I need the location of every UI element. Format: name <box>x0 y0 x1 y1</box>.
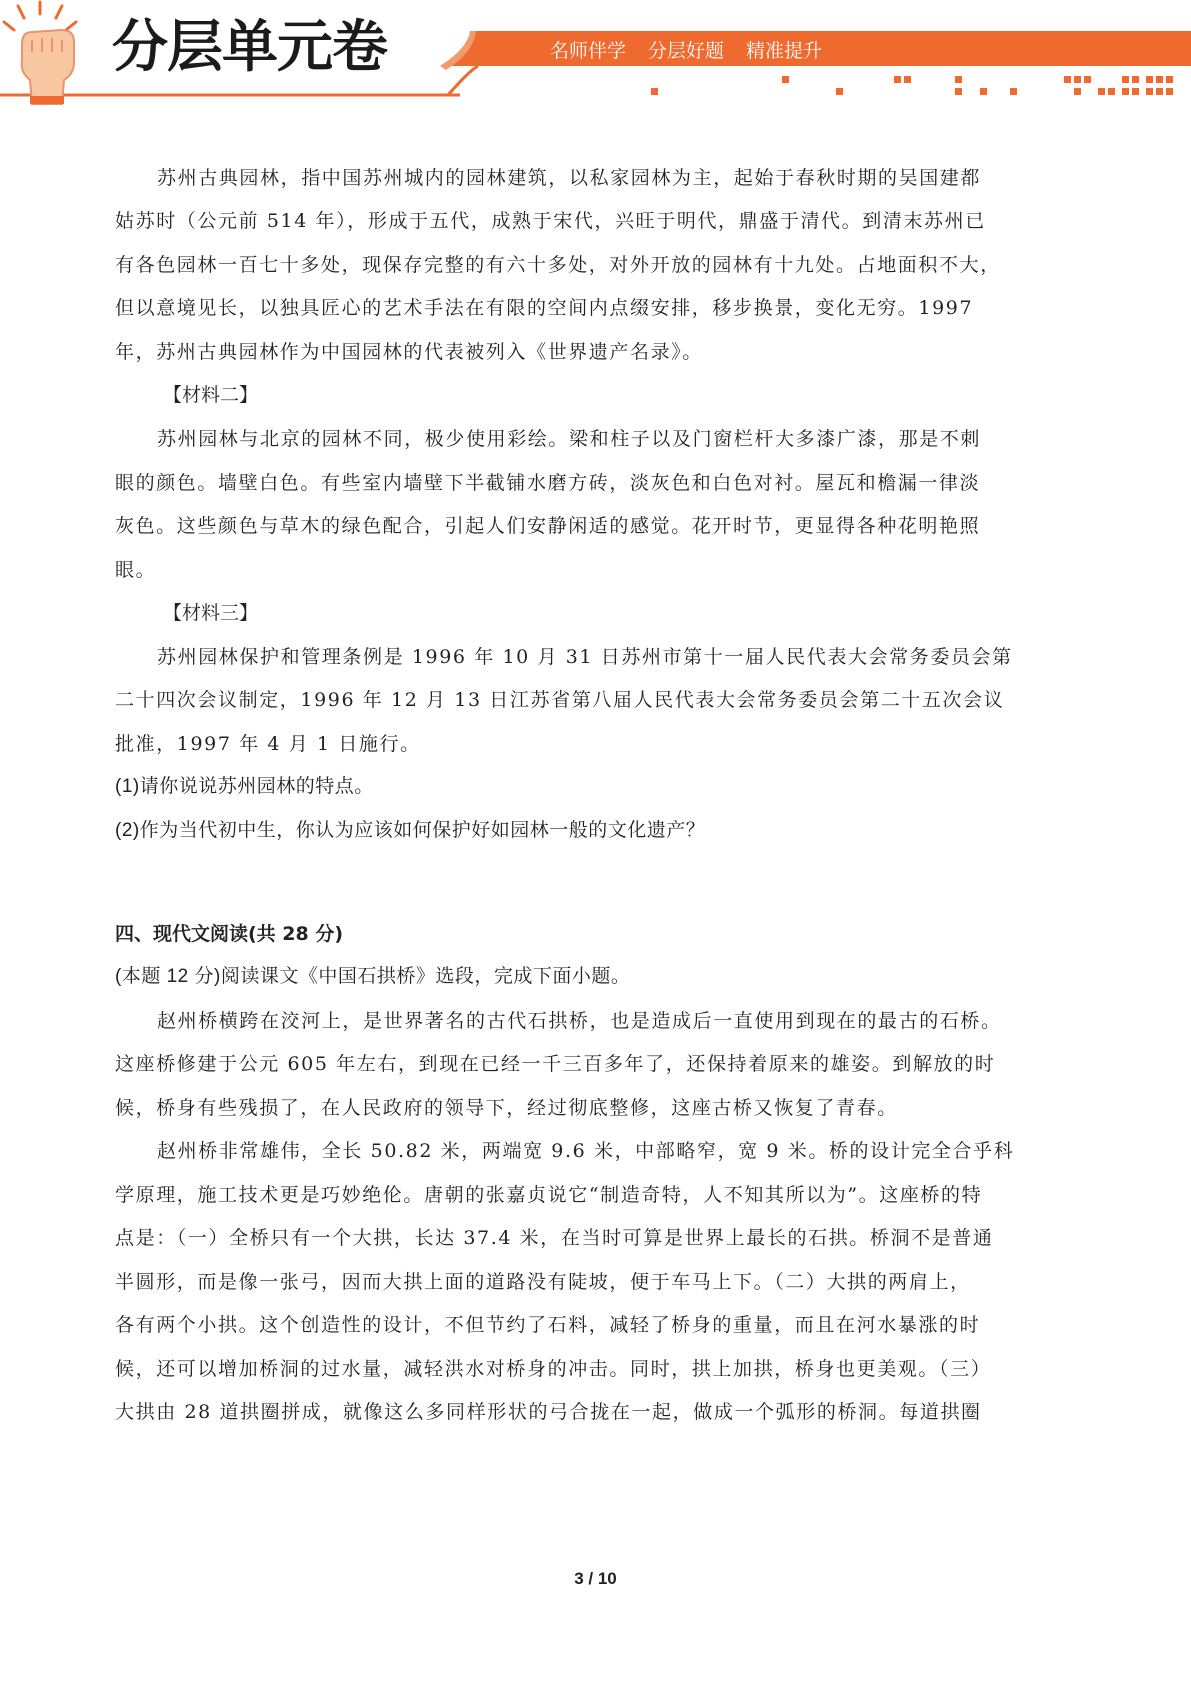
section-intro: (本题 12 分)阅读课文《中国石拱桥》选段，完成下面小题。 <box>115 966 631 987</box>
paragraph-line: 苏州园林与北京的园林不同，极少使用彩绘。梁和柱子以及门窗栏杆大多漆广漆，那是不刺 <box>157 428 982 450</box>
paragraph-line: 苏州古典园林，指中国苏州城内的园林建筑，以私家园林为主，起始于春秋时期的吴国建都 <box>157 167 982 189</box>
slogan-item: 精准提升 <box>746 40 823 62</box>
brand-title: 分层单元卷 <box>112 15 387 80</box>
paragraph-line: 点是：（一）全桥只有一个大拱，长达 37.4 米，在当时可算是世界上最长的石拱。桥洞不是普通 <box>115 1227 994 1249</box>
paragraph-line: 候，桥身有些残损了，在人民政府的领导下，经过彻底整修，这座古桥又恢复了青春。 <box>115 1097 898 1119</box>
paragraph-line: 候，还可以增加桥洞的过水量，减轻洪水对桥身的冲击。同时，拱上加拱，桥身也更美观。（三） <box>115 1358 992 1380</box>
header-slogans <box>550 36 822 63</box>
paragraph-line: 各有两个小拱。这个创造性的设计，不但节约了石料，减轻了桥身的重量，而且在河水暴涨的时 <box>115 1314 981 1336</box>
question-item: (1)请你说说苏州园林的特点。 <box>115 776 374 797</box>
raised-fist-icon <box>0 0 96 106</box>
page-header <box>0 0 1191 120</box>
material-label: 【材料二】 <box>163 384 259 406</box>
paragraph-line: 眼的颜色。墙壁白色。有些室内墙壁下半截铺水磨方砖，淡灰色和白色对衬。屋瓦和檐漏一律淡 <box>115 472 981 494</box>
paragraph-line: 苏州园林保护和管理条例是 1996 年 10 月 31 日苏州市第十一届人民代表大会常务委员会第 <box>157 646 1013 668</box>
paragraph-line: 大拱由 28 道拱圈拼成，就像这么多同样形状的弓合拢在一起，做成一个弧形的桥洞。每道拱圈 <box>115 1401 982 1423</box>
paragraph-line: 赵州桥非常雄伟，全长 50.82 米，两端宽 9.6 米，中部略窄，宽 9 米。桥的设计完全合乎科 <box>157 1140 1015 1162</box>
paragraph-line: 有各色园林一百七十多处，现保存完整的有六十多处，对外开放的园林有十九处。占地面积不大， <box>115 254 1001 276</box>
paragraph-line: 年，苏州古典园林作为中国园林的代表被列入《世界遗产名录》。 <box>115 341 703 363</box>
paragraph-line: 但以意境见长，以独具匠心的艺术手法在有限的空间内点缀安排，移步换景，变化无穷。1997 <box>115 297 974 319</box>
material-label: 【材料三】 <box>163 602 259 624</box>
paragraph-line: 姑苏时（公元前 514 年），形成于五代，成熟于宋代，兴旺于明代，鼎盛于清代。到清末苏州已 <box>115 210 986 232</box>
paragraph-line: 学原理，施工技术更是巧妙绝伦。唐朝的张嘉贞说它“制造奇特，人不知其所以为”。这座桥的特 <box>115 1184 983 1206</box>
slogan-item: 分层好题 <box>648 40 725 62</box>
paragraph-line: 赵州桥横跨在洨河上，是世界著名的古代石拱桥，也是造成后一直使用到现在的最古的石桥。 <box>157 1010 1002 1032</box>
section-heading: 四、现代文阅读(共 28 分) <box>115 923 344 945</box>
question-item: (2)作为当代初中生，你认为应该如何保护好如园林一般的文化遗产？ <box>115 820 706 841</box>
paragraph-line: 眼。 <box>115 559 157 581</box>
paragraph-line: 批准，1997 年 4 月 1 日施行。 <box>115 733 421 755</box>
paragraph-line: 二十四次会议制定，1996 年 12 月 13 日江苏省第八届人民代表大会常务委员会第二十五次会议 <box>115 689 1005 711</box>
page-number: 3 / 10 <box>574 1569 617 1588</box>
slogan-item: 名师伴学 <box>550 40 627 62</box>
paragraph-line: 这座桥修建于公元 605 年左右，到现在已经一千三百多年了，还保持着原来的雄姿。到解放的时 <box>115 1053 996 1075</box>
paragraph-line: 灰色。这些颜色与草木的绿色配合，引起人们安静闲适的感觉。花开时节，更显得各种花明艳照 <box>115 515 981 537</box>
paragraph-line: 半圆形，而是像一张弓，因而大拱上面的道路没有陡坡，便于车马上下。（二）大拱的两肩上， <box>115 1271 971 1293</box>
